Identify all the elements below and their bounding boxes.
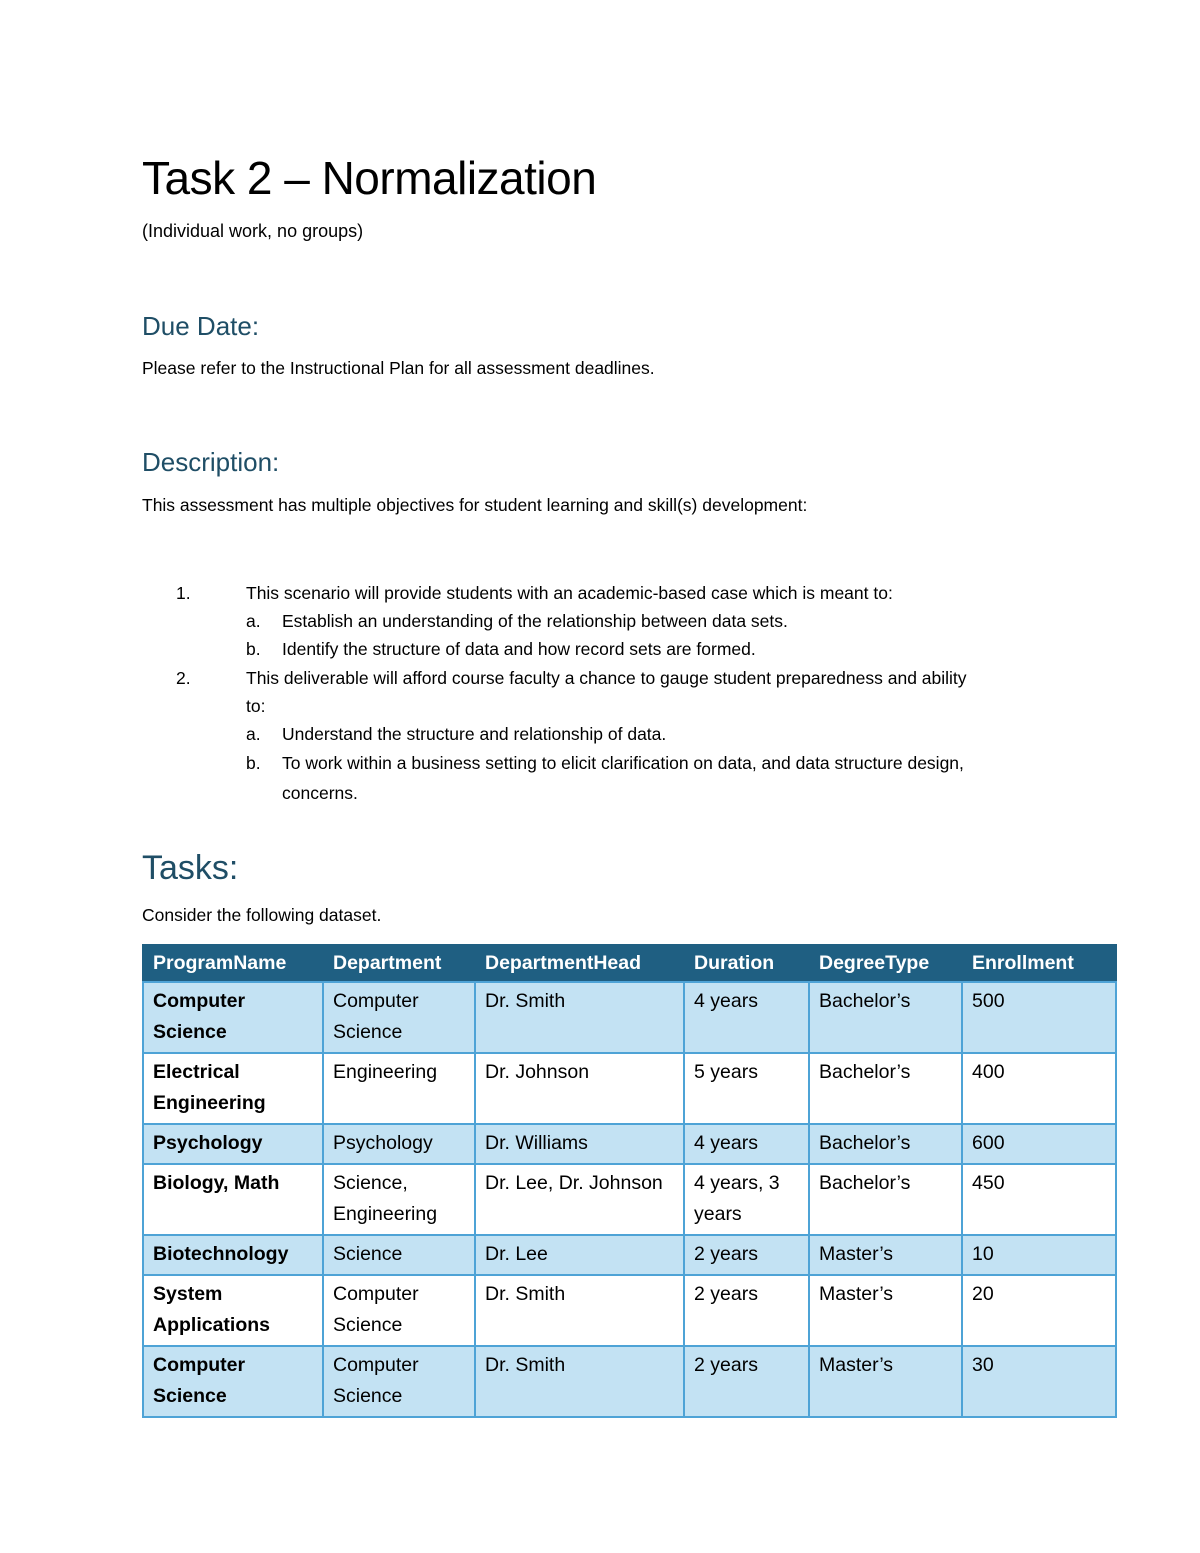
list-text: Understand the structure and relationship of data. <box>282 724 667 744</box>
list-text: This scenario will provide students with an academic-based case which is meant to: <box>246 583 893 603</box>
table-row <box>143 1164 1116 1235</box>
cell-duration: 4 years, 3 years <box>684 1164 809 1235</box>
description-heading: Description: <box>142 447 280 477</box>
list-text: to: <box>246 696 266 716</box>
tasks-heading: Tasks: <box>142 849 239 887</box>
cell-duration: 2 years <box>684 1346 809 1417</box>
cell-program: Psychology <box>143 1124 323 1164</box>
cell-degree: Master’s <box>809 1346 962 1417</box>
cell-degree: Master’s <box>809 1235 962 1275</box>
cell-program: System Applications <box>143 1275 323 1346</box>
cell-head: Dr. Smith <box>475 982 684 1053</box>
cell-enrollment: 450 <box>962 1164 1116 1235</box>
cell-enrollment: 600 <box>962 1124 1116 1164</box>
cell-department: Science <box>323 1235 475 1275</box>
table-row <box>143 1346 1116 1417</box>
cell-enrollment: 10 <box>962 1235 1116 1275</box>
cell-degree: Bachelor’s <box>809 1164 962 1235</box>
cell-head: Dr. Lee, Dr. Johnson <box>475 1164 684 1235</box>
cell-head: Dr. Johnson <box>475 1053 684 1124</box>
cell-enrollment: 400 <box>962 1053 1116 1124</box>
due-date-text: Please refer to the Instructional Plan for all assessment deadlines. <box>142 358 655 378</box>
list-number: 2. <box>176 668 191 688</box>
column-header: Department <box>323 945 475 982</box>
list-text: To work within a business setting to elicit clarification on data, and data structure design, <box>282 753 964 773</box>
cell-head: Dr. Williams <box>475 1124 684 1164</box>
cell-head: Dr. Smith <box>475 1346 684 1417</box>
cell-program: Biology, Math <box>143 1164 323 1235</box>
cell-head: Dr. Lee <box>475 1235 684 1275</box>
list-letter: b. <box>246 753 261 773</box>
list-letter: a. <box>246 611 261 631</box>
description-intro: This assessment has multiple objectives for student learning and skill(s) development: <box>142 495 808 515</box>
cell-duration: 2 years <box>684 1275 809 1346</box>
column-header: DepartmentHead <box>475 945 684 982</box>
list-number: 1. <box>176 583 191 603</box>
list-letter: a. <box>246 724 261 744</box>
cell-degree: Bachelor’s <box>809 1053 962 1124</box>
document-title: Task 2 – Normalization <box>142 152 597 204</box>
dataset-table <box>142 944 1117 1418</box>
table-header-row <box>143 945 1116 982</box>
cell-program: Electrical Engineering <box>143 1053 323 1124</box>
cell-program: Computer Science <box>143 1346 323 1417</box>
cell-enrollment: 20 <box>962 1275 1116 1346</box>
column-header: Duration <box>684 945 809 982</box>
cell-duration: 2 years <box>684 1235 809 1275</box>
cell-duration: 4 years <box>684 982 809 1053</box>
table-row <box>143 1275 1116 1346</box>
column-header: Enrollment <box>962 945 1116 982</box>
list-letter: b. <box>246 639 261 659</box>
tasks-intro: Consider the following dataset. <box>142 905 382 925</box>
cell-degree: Bachelor’s <box>809 982 962 1053</box>
list-text: concerns. <box>282 783 358 803</box>
column-header: ProgramName <box>143 945 323 982</box>
cell-degree: Master’s <box>809 1275 962 1346</box>
cell-program: Biotechnology <box>143 1235 323 1275</box>
cell-department: Computer Science <box>323 982 475 1053</box>
list-text: Establish an understanding of the relationship between data sets. <box>282 611 788 631</box>
cell-degree: Bachelor’s <box>809 1124 962 1164</box>
table-row <box>143 1053 1116 1124</box>
table-row <box>143 982 1116 1053</box>
cell-program: Computer Science <box>143 982 323 1053</box>
cell-enrollment: 500 <box>962 982 1116 1053</box>
list-text: Identify the structure of data and how record sets are formed. <box>282 639 756 659</box>
list-text: This deliverable will afford course faculty a chance to gauge student preparedness and ability <box>246 668 967 688</box>
table-row <box>143 1124 1116 1164</box>
cell-duration: 5 years <box>684 1053 809 1124</box>
cell-department: Computer Science <box>323 1346 475 1417</box>
cell-department: Computer Science <box>323 1275 475 1346</box>
column-header: DegreeType <box>809 945 962 982</box>
cell-department: Engineering <box>323 1053 475 1124</box>
cell-enrollment: 30 <box>962 1346 1116 1417</box>
due-date-heading: Due Date: <box>142 311 260 341</box>
cell-duration: 4 years <box>684 1124 809 1164</box>
table-row <box>143 1235 1116 1275</box>
cell-head: Dr. Smith <box>475 1275 684 1346</box>
document-subtitle: (Individual work, no groups) <box>142 221 364 241</box>
cell-department: Science, Engineering <box>323 1164 475 1235</box>
cell-department: Psychology <box>323 1124 475 1164</box>
